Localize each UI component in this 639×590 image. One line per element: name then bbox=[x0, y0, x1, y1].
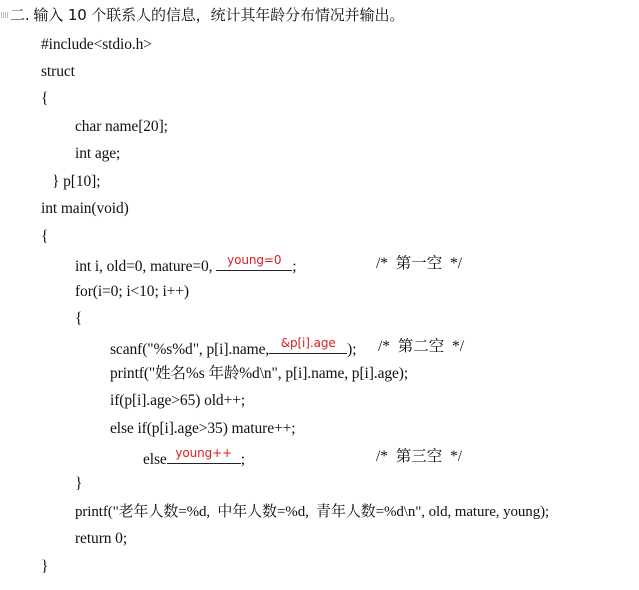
code-else: else bbox=[143, 451, 167, 468]
blank-2 bbox=[269, 337, 347, 354]
code-return: return 0; bbox=[75, 530, 128, 547]
code-struct: struct bbox=[41, 63, 75, 80]
code-else-end: ; bbox=[240, 451, 245, 468]
code-scanf-end: ); bbox=[347, 341, 357, 358]
code-main-brace-close: } bbox=[41, 558, 49, 575]
answer-1: young=0 bbox=[227, 253, 282, 267]
code-if-old: if(p[i].age>65) old++; bbox=[110, 392, 246, 409]
code-printf-name: printf("姓名%s 年龄%d\n", p[i].name, p[i].age); bbox=[110, 365, 409, 382]
code-declare-line bbox=[75, 254, 296, 277]
comment-blank-3: /* 第三空 */ bbox=[376, 448, 463, 465]
blank-1 bbox=[216, 254, 292, 271]
answer-2: &p[i].age bbox=[280, 336, 336, 350]
comment-blank-1: /* 第一空 */ bbox=[376, 255, 463, 272]
code-struct-close: } p[10]; bbox=[52, 173, 101, 190]
code-include: #include<stdio.h> bbox=[41, 36, 152, 53]
code-for-brace-close: } bbox=[75, 475, 83, 492]
code-main: int main(void) bbox=[41, 200, 129, 217]
blank-3 bbox=[167, 447, 241, 464]
code-scanf-line bbox=[110, 337, 356, 360]
answer-3: young++ bbox=[175, 446, 233, 460]
code-for: for(i=0; i<10; i++) bbox=[75, 283, 189, 300]
code-brace-open: { bbox=[41, 90, 49, 107]
scan-mark bbox=[1, 12, 9, 18]
code-for-brace-open: { bbox=[75, 310, 83, 327]
code-field-age: int age; bbox=[75, 145, 121, 162]
code-declare-end: ; bbox=[292, 258, 297, 275]
code-main-brace-open: { bbox=[41, 228, 49, 245]
question-header bbox=[10, 5, 404, 26]
code-declare: int i, old=0, mature=0, bbox=[75, 258, 213, 275]
comment-blank-2: /* 第二空 */ bbox=[378, 338, 465, 355]
code-elseif-mature: else if(p[i].age>35) mature++; bbox=[110, 420, 296, 437]
question-prompt: 输入 10 个联系人的信息，统计其年龄分布情况并输出。 bbox=[33, 6, 405, 24]
code-printf-summary: printf("老年人数=%d, 中年人数=%d, 青年人数=%d\n", old, mature, young); bbox=[75, 504, 550, 520]
code-scanf: scanf("%s%d", p[i].name, bbox=[110, 341, 270, 358]
code-field-name: char name[20]; bbox=[75, 118, 168, 135]
code-else-line bbox=[143, 447, 245, 470]
question-number: 二. bbox=[10, 6, 30, 24]
